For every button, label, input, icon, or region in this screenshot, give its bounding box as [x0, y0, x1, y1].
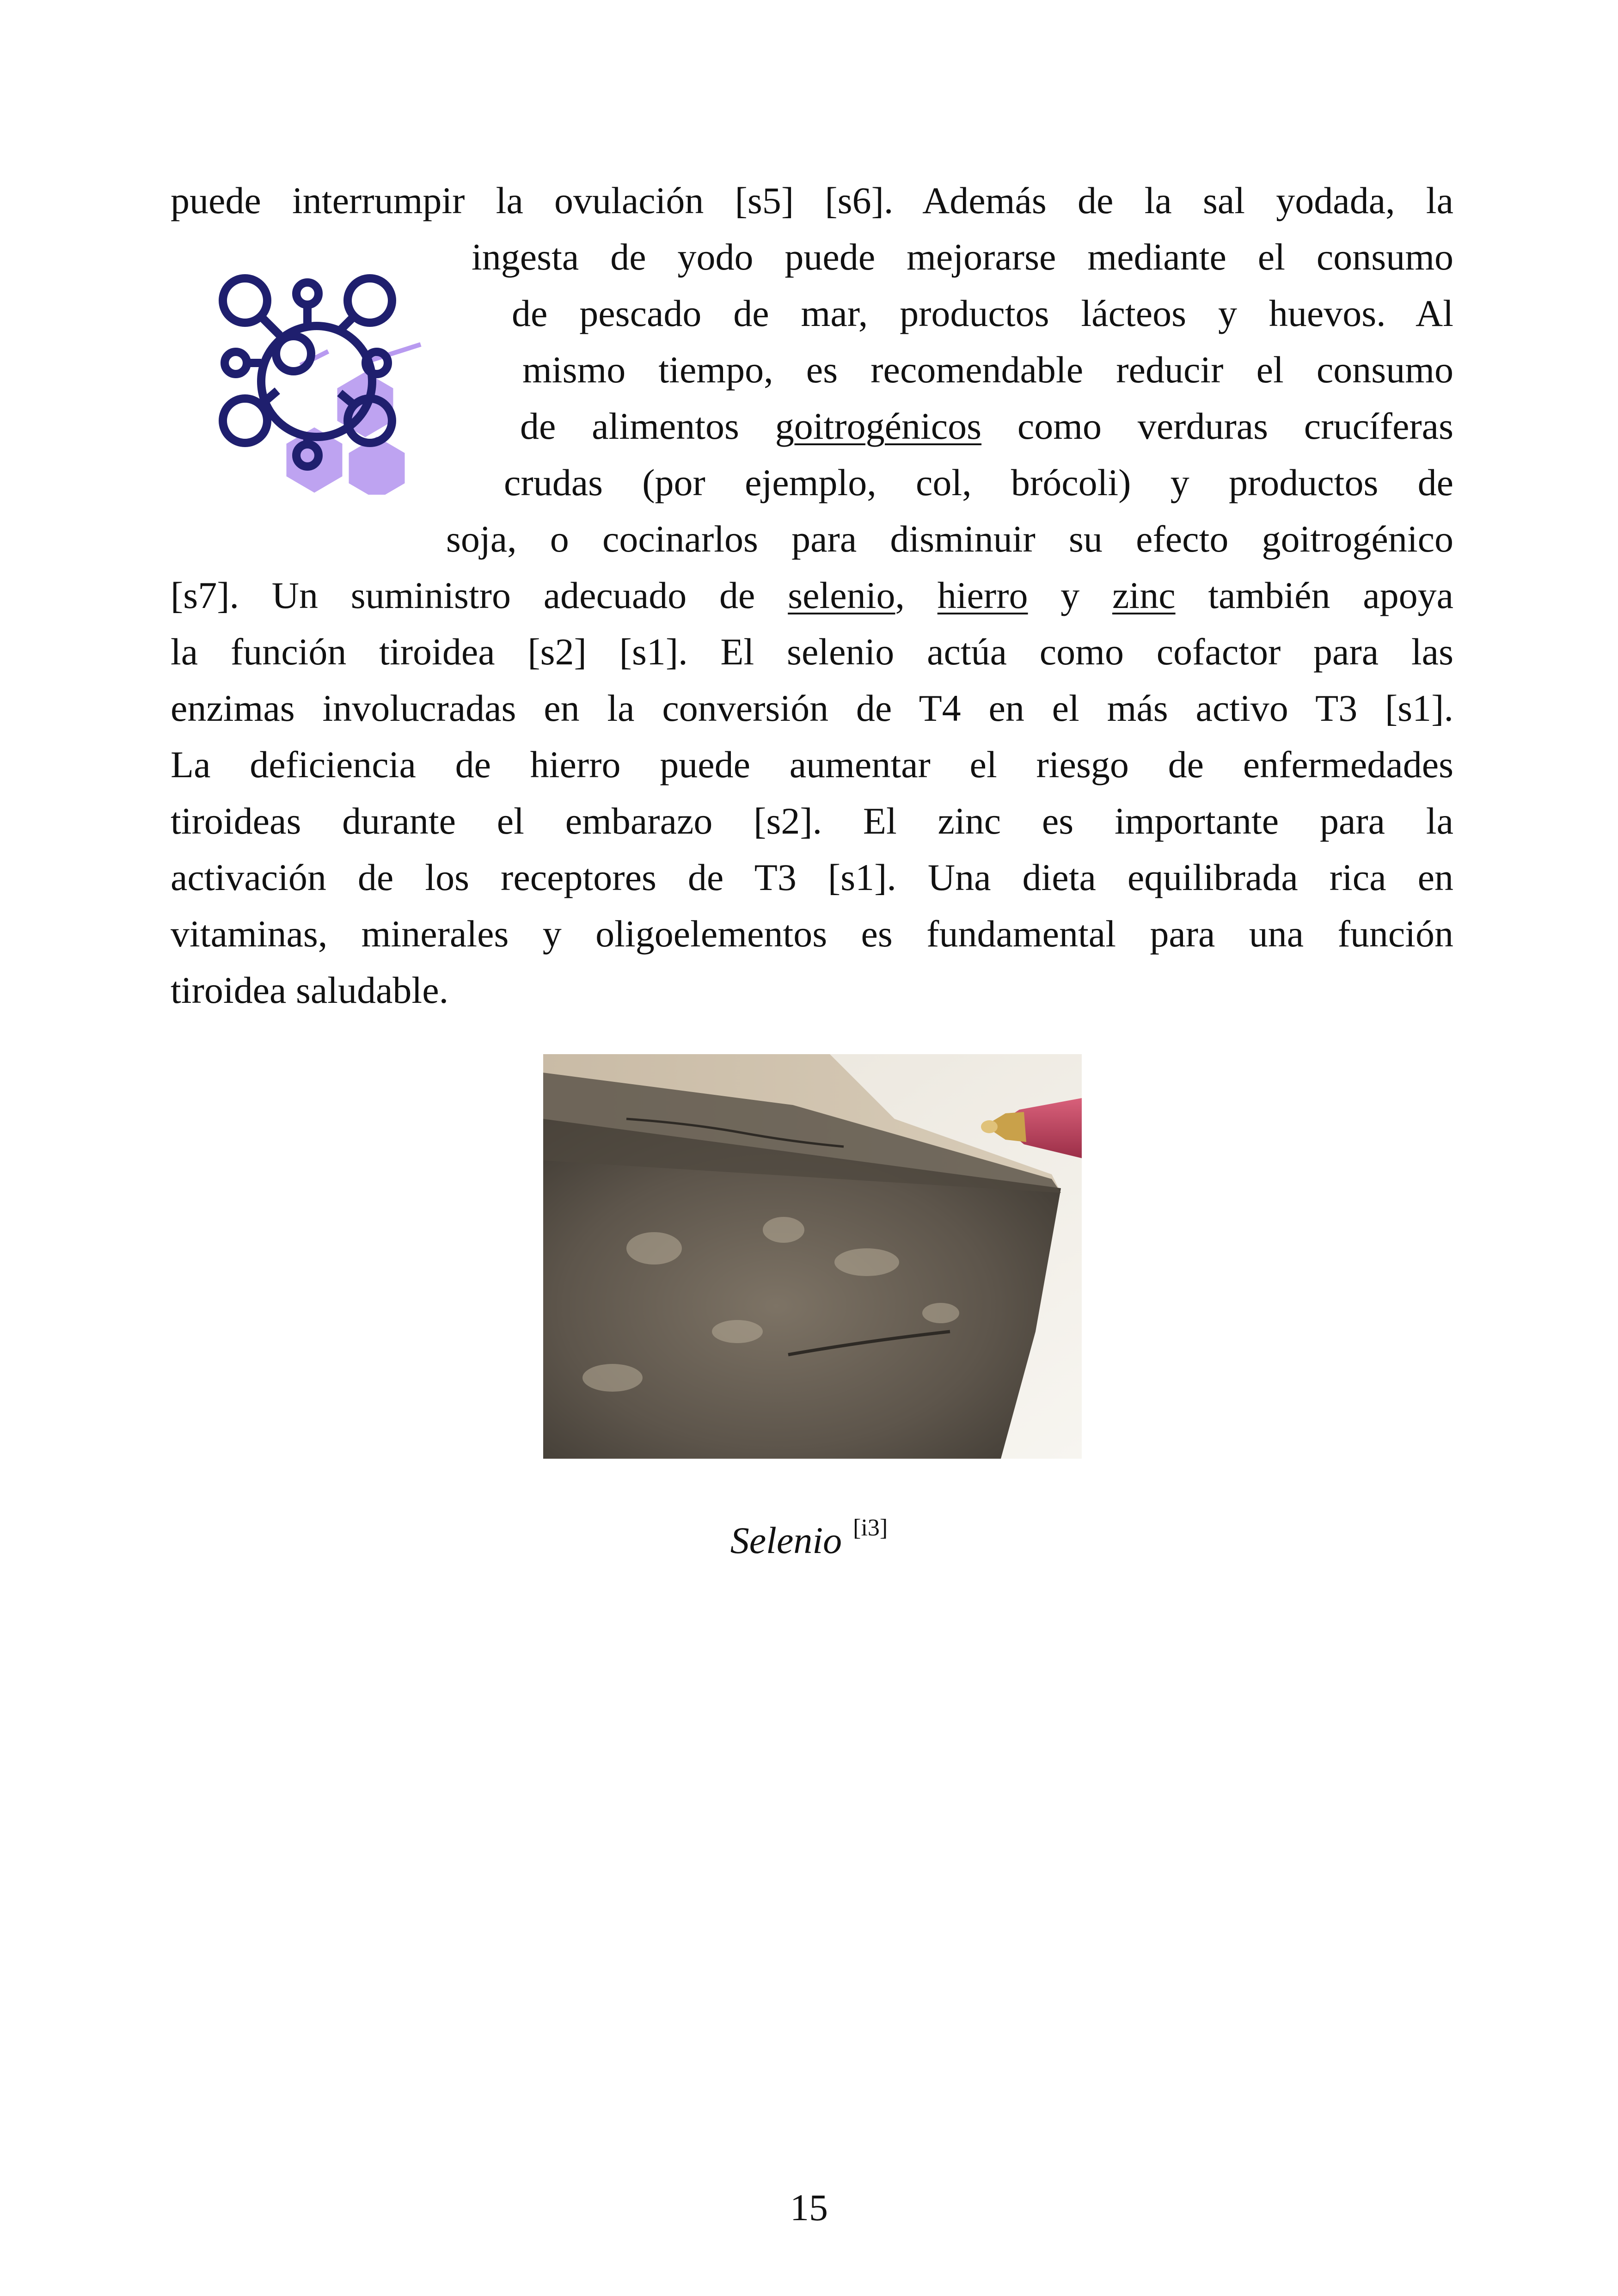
text-segment: y: [1028, 574, 1113, 616]
text-line: de pescado de mar, productos lácteos y huevos. Al: [512, 292, 1453, 334]
text-line: enzimas involucradas en la conversión de T4 en el más activo T3 [s1].: [171, 687, 1453, 729]
text-line: [171, 567, 1453, 624]
page-number: 15: [790, 2186, 828, 2228]
selenio-link[interactable]: selenio: [788, 574, 895, 616]
text-line: tiroideas durante el embarazo [s2]. El zinc es importante para la: [171, 800, 1453, 842]
molecule-hexagon-icon: [217, 273, 439, 495]
hierro-link[interactable]: hierro: [937, 574, 1028, 616]
text-line: puede interrumpir la ovulación [s5] [s6]. Además de la sal yodada, la: [171, 179, 1453, 221]
text-segment: de alimentos: [520, 405, 775, 447]
text-line: vitaminas, minerales y oligoelementos es fundamental para una función: [171, 913, 1453, 955]
caption-text: Selenio: [730, 1519, 842, 1561]
text-segment: también apoya: [1175, 574, 1454, 616]
text-line: ingesta de yodo puede mejorarse mediante el consumo: [472, 236, 1453, 278]
text-line: [520, 398, 1453, 454]
text-line: soja, o cocinarlos para disminuir su efecto goitrogénico: [446, 518, 1453, 560]
text-line: La deficiencia de hierro puede aumentar el riesgo de enfermedades: [171, 743, 1453, 786]
text-line: mismo tiempo, es recomendable reducir el consumo: [522, 349, 1453, 391]
figure-caption: [0, 1503, 1618, 1566]
text-segment: como verduras crucíferas: [981, 405, 1453, 447]
text-line: la función tiroidea [s2] [s1]. El selenio actúa como cofactor para las: [171, 631, 1453, 673]
text-segment: [s7]. Un suministro adecuado de: [171, 574, 788, 616]
text-line: tiroidea saludable.: [171, 969, 449, 1011]
goitrogenicos-link[interactable]: goitrogénicos: [775, 405, 982, 447]
zinc-link[interactable]: zinc: [1112, 574, 1176, 616]
text-segment: ,: [895, 574, 938, 616]
text-line: activación de los receptores de T3 [s1]. Una dieta equilibrada rica en: [171, 856, 1453, 898]
caption-reference: [i3]: [853, 1515, 888, 1541]
selenium-photo: [543, 1054, 1082, 1459]
text-line: crudas (por ejemplo, col, brócoli) y productos de: [504, 461, 1453, 503]
